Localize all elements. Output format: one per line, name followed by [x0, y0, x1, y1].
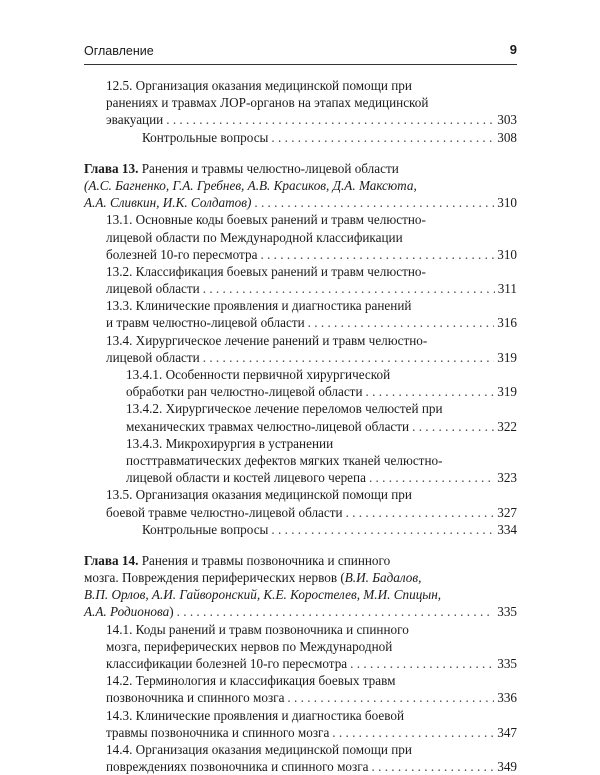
- spacer: [84, 538, 517, 552]
- toc-text: 13.4.3. Микрохирургия в устранении: [126, 435, 334, 451]
- dot-leader: [366, 383, 495, 400]
- toc-text: 14.4. Организация оказания медицинской помощи при: [106, 741, 412, 757]
- toc-text: обработки ран челюстно-лицевой области: [126, 384, 363, 400]
- toc-text: боевой травме челюстно-лицевой области: [106, 504, 343, 520]
- dot-leader: [260, 246, 494, 263]
- toc-page: 310: [497, 246, 517, 262]
- toc-text: 12.5. Организация оказания медицинской помощи при: [106, 78, 412, 93]
- toc-entry-13-4-3[interactable]: [84, 435, 517, 487]
- toc-leader-line: [84, 314, 517, 331]
- chapter-label: Глава 14.: [84, 552, 139, 568]
- chapter-title: мозга. Повреждения периферических нервов (: [84, 570, 345, 586]
- chapter-authors: [84, 586, 517, 603]
- toc-page: 316: [497, 315, 517, 331]
- toc-entry-13-4[interactable]: [84, 332, 517, 366]
- toc-entry-12-5[interactable]: [84, 77, 517, 129]
- toc-text: Контрольные вопросы: [142, 129, 269, 145]
- toc-page: 347: [497, 724, 517, 740]
- toc-page: 335: [497, 656, 517, 671]
- dot-leader: [271, 521, 494, 538]
- header-rule: [84, 64, 517, 65]
- toc-entry-13-4-2[interactable]: [84, 400, 517, 434]
- dot-leader: [308, 314, 495, 331]
- toc-leader-line: [84, 280, 517, 297]
- toc-leader-line: [84, 655, 517, 672]
- toc-text: 14.1. Коды ранений и травм позвоночника и спинного: [106, 621, 409, 637]
- toc-text: 13.5. Организация оказания медицинской помощи при: [106, 487, 412, 503]
- toc-leader-line: [84, 469, 517, 486]
- dot-leader: [350, 655, 494, 672]
- toc-leader-line: [84, 504, 517, 521]
- toc-page: 322: [497, 418, 517, 434]
- chapter-heading: [84, 552, 517, 569]
- toc-text: классификации болезней 10-го пересмотра: [106, 656, 348, 671]
- dot-leader: [332, 724, 494, 741]
- toc-text: лицевой области и костей лицевого черепа: [126, 470, 366, 486]
- toc-text: Контрольные вопросы: [142, 521, 269, 537]
- dot-leader: [287, 689, 494, 706]
- toc-page: 303: [497, 112, 517, 128]
- toc-text: болезней 10-го пересмотра: [106, 246, 258, 262]
- dot-leader: [177, 603, 495, 620]
- chapter-title: Ранения и травмы челюстно-лицевой области: [138, 160, 399, 176]
- running-header: [84, 40, 517, 60]
- toc-text: травмы позвоночника и спинного мозга: [106, 724, 330, 740]
- toc-text: [84, 194, 254, 211]
- toc-entry-14-3[interactable]: [84, 707, 517, 741]
- toc-leader-line: [84, 111, 517, 128]
- toc-text: мозга, периферических нервов по Международной: [106, 638, 393, 654]
- chapter-heading: [84, 569, 517, 586]
- toc-page: 336: [497, 690, 517, 706]
- toc-entry-13-3[interactable]: [84, 297, 517, 331]
- toc-text: 13.4.1. Особенности первичной хирургической: [126, 367, 391, 382]
- chapter-heading: [84, 160, 517, 177]
- toc-page: 319: [497, 384, 517, 400]
- dot-leader: [254, 194, 494, 211]
- toc-entry-14-4[interactable]: [84, 741, 517, 775]
- dot-leader: [271, 129, 494, 146]
- spacer: [84, 146, 517, 160]
- toc-entry-14-2[interactable]: [84, 672, 517, 706]
- header-title: Оглавление: [84, 44, 154, 58]
- toc-leader-line: [84, 603, 517, 620]
- toc-text: 13.4.2. Хирургическое лечение переломов челюстей при: [126, 401, 443, 417]
- toc-text: лицевой области: [106, 349, 200, 365]
- dot-leader: [203, 280, 495, 297]
- toc-entry-control-questions[interactable]: [84, 129, 517, 146]
- toc-text: [84, 603, 177, 620]
- chapter-label: Глава 13.: [84, 160, 139, 176]
- dot-leader: [372, 758, 495, 775]
- chapter-authors-text: А.А. Родионова: [84, 604, 170, 620]
- toc-text: эвакуации: [106, 112, 164, 128]
- table-of-contents: [84, 77, 517, 775]
- toc-page: 319: [497, 349, 517, 365]
- dot-leader: [166, 111, 494, 128]
- toc-text: 13.2. Классификация боевых ранений и травм челюстно-: [106, 263, 426, 279]
- toc-entry-13-5[interactable]: [84, 486, 517, 520]
- toc-text: посттравматических дефектов мягких тканей челюстно-: [126, 452, 443, 468]
- toc-page: 311: [497, 281, 517, 297]
- toc-page: 334: [497, 521, 517, 537]
- toc-text: 13.4. Хирургическое лечение ранений и травм челюстно-: [106, 332, 428, 348]
- toc-chapter-13[interactable]: [84, 160, 517, 212]
- toc-page: 335: [497, 604, 517, 620]
- toc-text: лицевой области по Международной классификации: [106, 229, 403, 245]
- toc-text: 14.3. Клинические проявления и диагностика боевой: [106, 707, 405, 723]
- toc-text: ранениях и травмах ЛОР-органов на этапах медицинской: [106, 95, 429, 111]
- toc-text: и травм челюстно-лицевой области: [106, 315, 305, 331]
- dot-leader: [369, 469, 494, 486]
- toc-text: 14.2. Терминология и классификация боевых травм: [106, 673, 396, 689]
- toc-page: 323: [497, 470, 517, 486]
- toc-entry-14-1[interactable]: [84, 621, 517, 673]
- toc-leader-line: [84, 418, 517, 435]
- page-number: 9: [509, 42, 517, 57]
- toc-text: 13.1. Основные коды боевых ранений и травм челюстно-: [106, 212, 426, 228]
- toc-entry-13-4-1[interactable]: [84, 366, 517, 400]
- toc-text: 13.3. Клинические проявления и диагностика ранений: [106, 298, 412, 314]
- dot-leader: [346, 504, 495, 521]
- toc-text: лицевой области: [106, 281, 200, 297]
- toc-leader-line: [84, 349, 517, 366]
- chapter-authors: [84, 177, 517, 194]
- chapter-authors-text: В.И. Бадалов,: [344, 570, 422, 586]
- toc-leader-line: [84, 724, 517, 741]
- toc-leader-line: [84, 383, 517, 400]
- toc-page: 349: [497, 759, 517, 775]
- toc-entry-control-questions[interactable]: [84, 521, 517, 538]
- toc-page: 308: [497, 129, 517, 145]
- toc-leader-line: [84, 246, 517, 263]
- toc-text: позвоночника и спинного мозга: [106, 690, 285, 706]
- toc-entry-13-1[interactable]: [84, 211, 517, 263]
- toc-text: повреждениях позвоночника и спинного мозга: [106, 759, 369, 775]
- chapter-title: Ранения и травмы позвоночника и спинного: [138, 552, 391, 568]
- toc-page: 310: [497, 195, 517, 211]
- toc-leader-line: [84, 758, 517, 775]
- toc-entry-13-2[interactable]: [84, 263, 517, 297]
- chapter-authors-close: ): [169, 604, 174, 620]
- toc-chapter-14[interactable]: [84, 552, 517, 621]
- dot-leader: [203, 349, 495, 366]
- toc-page: 327: [497, 504, 517, 520]
- toc-leader-line: [84, 194, 517, 211]
- toc-text: механических травмах челюстно-лицевой области: [126, 418, 410, 434]
- chapter-authors-text: А.А. Сливкин, И.К. Солдатов): [84, 195, 252, 211]
- toc-leader-line: [84, 689, 517, 706]
- chapter-authors-text: В.П. Орлов, А.И. Гайворонский, К.Е. Коростелев, М.И. Спицын,: [84, 587, 442, 603]
- dot-leader: [412, 418, 494, 435]
- chapter-authors-text: (А.С. Багненко, Г.А. Гребнев, А.В. Красиков, Д.А. Максюта,: [84, 177, 417, 193]
